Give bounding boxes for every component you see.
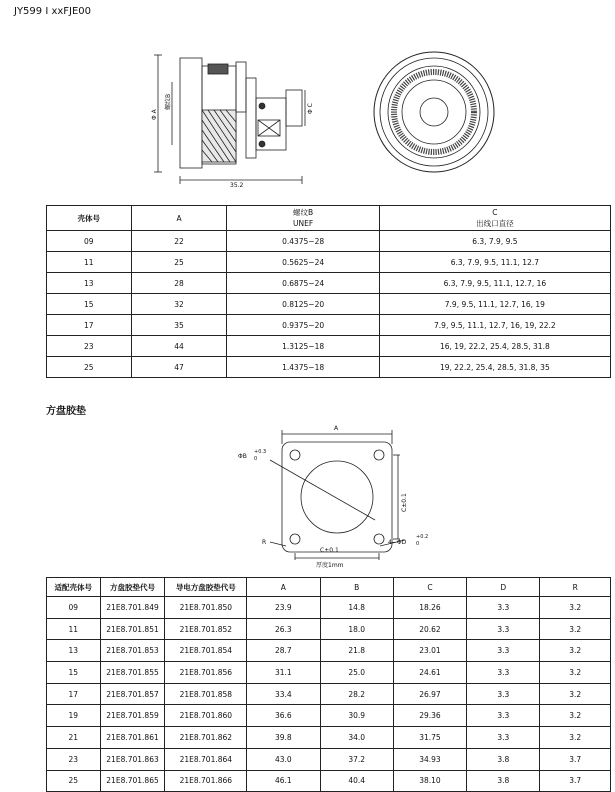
table-cell: 24.61 [393,662,466,684]
table-row [47,273,611,294]
tol-d-lower: 0 [416,541,420,547]
tol-b-upper: +0.3 [254,449,267,455]
table-cell: 21E8.701.866 [165,770,247,792]
table-cell: 40.4 [320,770,393,792]
table-cell: 25 [131,252,227,273]
table-cell: 32 [131,294,227,315]
length-dimension: 35.2 [230,182,244,189]
table-cell: 21E8.701.853 [100,640,165,662]
table-cell: 6.3, 7.9, 9.5, 11.1, 12.7, 16 [379,273,610,294]
table-cell: 21E8.701.851 [100,618,165,640]
table-cell: 3.2 [540,618,611,640]
table-cell: 0.6875−24 [227,273,379,294]
table-cell: 22 [131,231,227,252]
table-cell: 46.1 [247,770,320,792]
table-cell: 34.0 [320,727,393,749]
table-cell: 21E8.701.850 [165,597,247,619]
table-cell: 44 [131,336,227,357]
gasket-table [46,577,611,792]
table-cell: 16, 19, 22.2, 25.4, 28.5, 31.8 [379,336,610,357]
tol-b-lower: 0 [254,456,258,462]
column-header: 适配壳体号 [47,578,101,597]
table-cell: 3.8 [467,770,540,792]
table-cell: 21E8.701.854 [165,640,247,662]
connector-end-view [372,42,502,182]
table-row [47,294,611,315]
thickness-note: 厚度1mm [316,562,344,569]
column-header: A [247,578,320,597]
phi-a-label: Φ A [151,109,158,120]
table-cell: 38.10 [393,770,466,792]
dim-c-vertical: C±0.1 [401,493,408,512]
header-c: C 出线口直径 [379,206,610,231]
table-row [47,662,611,684]
table-cell: 21E8.701.864 [165,748,247,770]
table-cell: 21E8.701.859 [100,705,165,727]
table-cell: 20.62 [393,618,466,640]
table-cell: 3.3 [467,727,540,749]
table-cell: 25.0 [320,662,393,684]
table-cell: 6.3, 7.9, 9.5 [379,231,610,252]
table-row [47,770,611,792]
table-row [47,597,611,619]
table-cell: 26.97 [393,683,466,705]
table-cell: 7.9, 9.5, 11.1, 12.7, 16, 19, 22.2 [379,315,610,336]
table-cell: 0.5625−24 [227,252,379,273]
table-cell: 21E8.701.855 [100,662,165,684]
table-cell: 18.0 [320,618,393,640]
table-cell: 3.3 [467,597,540,619]
table-row [47,357,611,378]
table-cell: 21E8.701.860 [165,705,247,727]
table-cell: 14.8 [320,597,393,619]
table-cell: 0.9375−20 [227,315,379,336]
table-cell: 21E8.701.858 [165,683,247,705]
table-cell: 18.26 [393,597,466,619]
table-cell: 21E8.701.852 [165,618,247,640]
table-cell: 21.8 [320,640,393,662]
phi-c-label: Φ C [307,103,314,114]
column-header: 导电方盘胶垫代号 [165,578,247,597]
table-row [47,705,611,727]
connector-side-view [150,40,320,190]
table-cell: 43.0 [247,748,320,770]
dim-r: R [262,539,267,546]
table-cell: 21E8.701.862 [165,727,247,749]
table-cell: 34.93 [393,748,466,770]
table-cell: 3.3 [467,705,540,727]
table-cell: 1.3125−18 [227,336,379,357]
table-cell: 3.3 [467,683,540,705]
header-a: A [131,206,227,231]
table-cell: 13 [47,273,132,294]
table-cell: 0.8125−20 [227,294,379,315]
table-cell: 21E8.701.865 [100,770,165,792]
table-row [47,640,611,662]
tol-d-upper: +0.2 [416,534,429,540]
table-cell: 1.4375−18 [227,357,379,378]
table-row [47,727,611,749]
table-cell: 33.4 [247,683,320,705]
dim-holes: 4−ΦD [388,539,407,546]
thread-b-label: 螺纹B [165,93,172,110]
table-cell: 15 [47,294,132,315]
table-cell: 21 [47,727,101,749]
column-header: D [467,578,540,597]
table-cell: 21E8.701.856 [165,662,247,684]
table-cell: 0.4375−28 [227,231,379,252]
table-cell: 26.3 [247,618,320,640]
table-cell: 29.36 [393,705,466,727]
column-header: R [540,578,611,597]
dim-c-horizontal: C±0.1 [320,547,339,554]
table-cell: 23.9 [247,597,320,619]
table-row [47,315,611,336]
dim-a: A [334,425,339,432]
table-cell: 09 [47,231,132,252]
column-header: B [320,578,393,597]
table-cell: 3.7 [540,770,611,792]
table-cell: 3.2 [540,597,611,619]
section-title: 方盘胶垫 [46,406,86,417]
page-title: JY599 I xxFJE00 [14,6,92,17]
table-cell: 3.8 [467,748,540,770]
table-cell: 3.2 [540,727,611,749]
table-cell: 35 [131,315,227,336]
table-cell: 3.3 [467,618,540,640]
table-cell: 3.2 [540,683,611,705]
table-cell: 21E8.701.861 [100,727,165,749]
table-cell: 23.01 [393,640,466,662]
table-cell: 19 [47,705,101,727]
table-cell: 3.2 [540,705,611,727]
table-cell: 13 [47,640,101,662]
table-cell: 19, 22.2, 25.4, 28.5, 31.8, 35 [379,357,610,378]
table-cell: 6.3, 7.9, 9.5, 11.1, 12.7 [379,252,610,273]
header-shell: 壳体号 [47,206,132,231]
shell-size-table [46,205,611,378]
table-row [47,252,611,273]
table-cell: 31.1 [247,662,320,684]
table-cell: 09 [47,597,101,619]
table-cell: 21E8.701.849 [100,597,165,619]
table-cell: 47 [131,357,227,378]
table-row [47,683,611,705]
gasket-drawing [220,420,440,570]
column-header: 方盘胶垫代号 [100,578,165,597]
table-cell: 17 [47,315,132,336]
table-cell: 25 [47,770,101,792]
table-cell: 21E8.701.857 [100,683,165,705]
table-cell: 36.6 [247,705,320,727]
table-cell: 3.2 [540,662,611,684]
table-cell: 11 [47,618,101,640]
table-cell: 17 [47,683,101,705]
table-cell: 7.9, 9.5, 11.1, 12.7, 16, 19 [379,294,610,315]
table-cell: 25 [47,357,132,378]
table-cell: 21E8.701.863 [100,748,165,770]
table-cell: 28 [131,273,227,294]
table-row [47,618,611,640]
table-cell: 28.7 [247,640,320,662]
dim-phi-b: ΦB [238,453,247,460]
table-cell: 23 [47,336,132,357]
table-cell: 30.9 [320,705,393,727]
column-header: C [393,578,466,597]
table-row [47,231,611,252]
header-thread: 螺纹B UNEF [227,206,379,231]
table-cell: 23 [47,748,101,770]
table-cell: 39.8 [247,727,320,749]
table-cell: 3.3 [467,640,540,662]
table-cell: 3.3 [467,662,540,684]
table-cell: 28.2 [320,683,393,705]
table-cell: 11 [47,252,132,273]
table-cell: 31.75 [393,727,466,749]
table-cell: 37.2 [320,748,393,770]
table-row [47,336,611,357]
table-cell: 3.7 [540,748,611,770]
table-row [47,748,611,770]
table-cell: 15 [47,662,101,684]
table-cell: 3.2 [540,640,611,662]
